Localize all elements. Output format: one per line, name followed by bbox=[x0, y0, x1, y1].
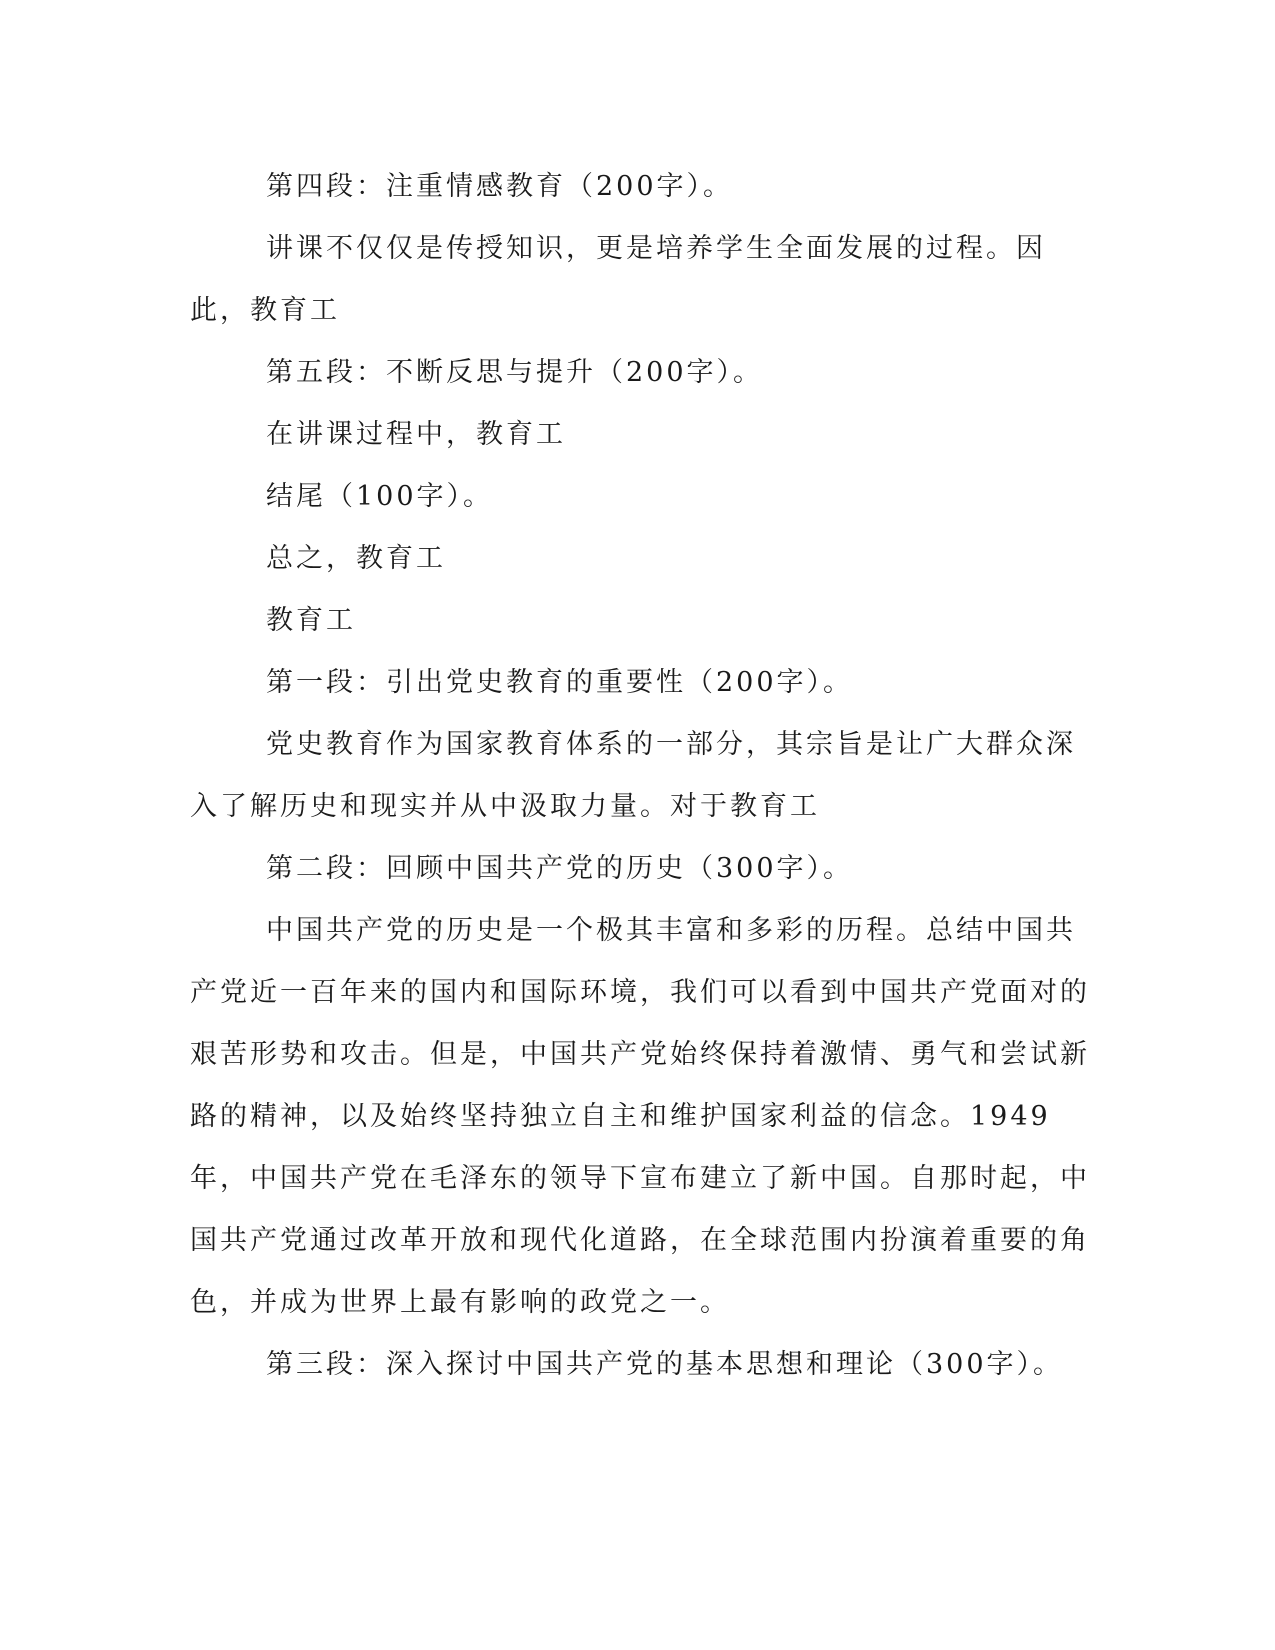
section-three-heading: 第三段：深入探讨中国共产党的基本思想和理论（300字）。 bbox=[266, 1349, 1064, 1380]
ending-heading: 结尾（100字）。 bbox=[266, 481, 494, 512]
essay-title: 教育工 bbox=[266, 605, 356, 636]
section-two-text: 中国共产党的历史是一个极其丰富和多彩的历程。总结中国共产党近一百年来的国内和国际环境，我们可以看到中国共产党面对的艰苦形势和攻击。但是，中国共产党始终保持着激情、勇气和尝试新路的精神，以及始终坚持独立自主和维护国家利益的信念。1949年，中国共产党在毛泽东的领导下宣布建立了新中国。自那时起，中国共产党通过改革开放和现代化道路，在全球范围内扮演着重要的角色，并成为世界上最有影响的政党之一。 bbox=[190, 915, 1090, 1318]
section-one-text: 党史教育作为国家教育体系的一部分，其宗旨是让广大群众深入了解历史和现实并从中汲取力量。对于教育工 bbox=[190, 729, 1076, 822]
section-five-text: 在讲课过程中，教育工 bbox=[266, 419, 566, 450]
section-one-heading: 第一段：引出党史教育的重要性（200字）。 bbox=[266, 667, 854, 698]
ending-text: 总之，教育工 bbox=[266, 543, 446, 574]
section-five-heading: 第五段：不断反思与提升（200字）。 bbox=[266, 357, 764, 388]
section-two-heading: 第二段：回顾中国共产党的历史（300字）。 bbox=[266, 853, 854, 884]
section-four-text: 讲课不仅仅是传授知识，更是培养学生全面发展的过程。因此，教育工 bbox=[190, 233, 1046, 326]
document-body bbox=[190, 156, 1090, 1396]
section-four-heading: 第四段：注重情感教育（200字）。 bbox=[266, 171, 734, 202]
